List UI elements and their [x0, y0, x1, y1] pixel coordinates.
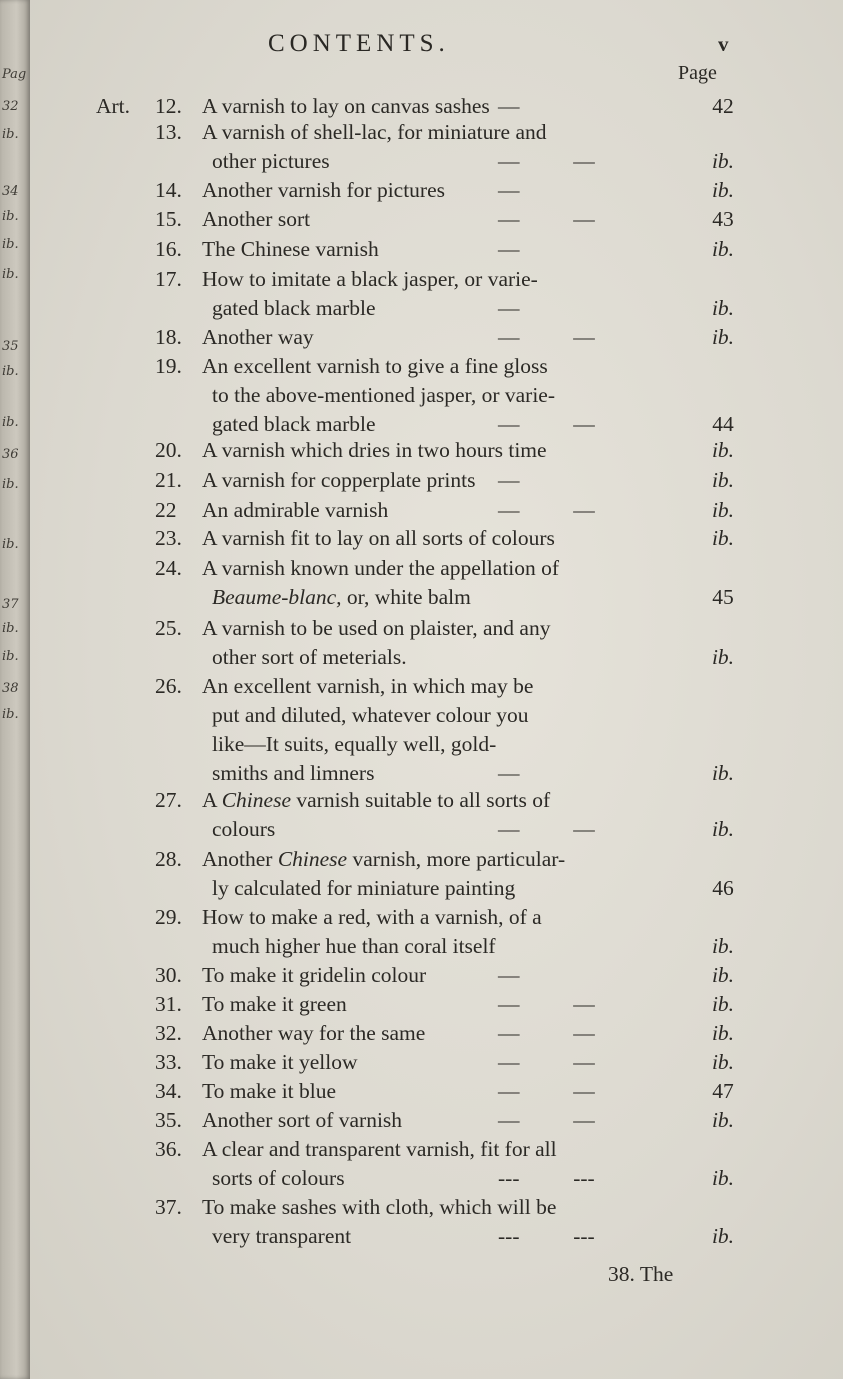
adjacent-page-edge [0, 0, 30, 1379]
leader-dashes: — [498, 963, 520, 987]
entry-text-part: Another [202, 847, 278, 871]
entry-number: 17. [155, 267, 182, 291]
toc-line [30, 614, 843, 642]
entry-text-part: An admirable varnish [202, 498, 389, 522]
toc-line [30, 1164, 843, 1192]
toc-line [30, 352, 843, 380]
entry-text-part: To make it yellow [202, 1050, 358, 1074]
entry-number: 37. [155, 1195, 182, 1219]
entry-number: 21. [155, 468, 182, 492]
entry-text-part: gated black marble [212, 412, 376, 436]
margin-fragment: 34 [2, 184, 19, 199]
leader-dashes: — [498, 296, 520, 320]
entry-text-part: ly calculated for miniature painting [212, 876, 516, 900]
leader-dashes: — — [498, 325, 595, 349]
entry-text [212, 1164, 345, 1192]
toc-line [30, 701, 843, 729]
entry-text-part: To make it gridelin colour [202, 963, 427, 987]
toc-line [30, 932, 843, 960]
entry-text [202, 1019, 425, 1047]
entry-number: 24. [155, 556, 182, 580]
toc-line [30, 118, 843, 146]
entry-text [202, 265, 538, 293]
entry-text-part: varnish suitable to all sorts of [291, 788, 551, 812]
entry-number: 29. [155, 905, 182, 929]
leader-dashes: — [498, 94, 520, 118]
leader-dashes: — — [498, 207, 595, 231]
entry-text [202, 672, 533, 700]
page-title: CONTENTS. [268, 30, 450, 57]
entry-text-part: Another sort of varnish [202, 1108, 403, 1132]
entry-text [212, 730, 496, 758]
toc-line [30, 1193, 843, 1221]
page-reference: ib. [711, 761, 735, 785]
toc-line [30, 874, 843, 902]
page-reference: ib. [711, 178, 735, 202]
entry-text [202, 786, 550, 814]
entry-number: 30. [155, 963, 182, 987]
entry-text-part: A varnish known under the appellation of [202, 556, 560, 580]
margin-fragment: 37 [2, 597, 19, 612]
margin-fragment: ib. [2, 127, 19, 142]
entry-text [212, 932, 496, 960]
entry-text [202, 1193, 556, 1221]
entry-text [202, 554, 559, 582]
page-reference: 46 [712, 876, 734, 900]
margin-fragment: ib. [2, 707, 19, 722]
entry-text-part: A varnish of shell-lac, for miniature and [202, 120, 547, 144]
entry-text-part: to the above-mentioned jasper, or varie- [212, 383, 556, 407]
entry-number: 14. [155, 178, 182, 202]
entry-text-part: Another sort [202, 207, 311, 231]
entry-italic-term: Chinese [221, 788, 291, 812]
toc-line [30, 436, 843, 464]
page-number: v [718, 32, 729, 56]
entry-text [202, 961, 426, 989]
entry-text-part: put and diluted, whatever colour you [212, 703, 529, 727]
entry-text [202, 1077, 336, 1105]
entry-text [212, 410, 376, 438]
page-reference: 42 [712, 94, 734, 118]
page-reference: ib. [711, 992, 735, 1016]
toc-line [30, 643, 843, 671]
entry-number: 34. [155, 1079, 182, 1103]
page-reference: ib. [711, 526, 735, 550]
leader-dashes: — — [498, 412, 595, 436]
entry-text-part: varnish, more particular- [347, 847, 566, 871]
entry-text [212, 583, 471, 611]
toc-line [30, 496, 843, 524]
toc-line [30, 410, 843, 438]
entry-text [212, 759, 374, 787]
margin-fragment: 35 [2, 339, 19, 354]
page-column-label: Page [678, 62, 717, 84]
leader-dashes: --- --- [498, 1166, 595, 1190]
entry-text [212, 1222, 351, 1250]
entry-number: 36. [155, 1137, 182, 1161]
entry-text-part: sorts of colours [212, 1166, 345, 1190]
entry-text [202, 1106, 402, 1134]
catchword: 38. The [608, 1262, 674, 1286]
entry-text-part: A varnish fit to lay on all sorts of colours [202, 526, 555, 550]
margin-fragment: ib. [2, 364, 19, 379]
article-label: Art. [96, 94, 131, 118]
entry-text [212, 815, 275, 843]
entry-number: 25. [155, 616, 182, 640]
margin-fragment: ib. [2, 237, 19, 252]
leader-dashes: --- --- [498, 1224, 595, 1248]
toc-line [30, 1077, 843, 1105]
toc-line [30, 466, 843, 494]
toc-line [30, 1106, 843, 1134]
entry-number: 26. [155, 674, 182, 698]
toc-line [30, 205, 843, 233]
toc-line [30, 381, 843, 409]
entry-text [212, 381, 555, 409]
book-page [30, 0, 843, 1379]
page-reference: ib. [711, 817, 735, 841]
entry-number: 31. [155, 992, 182, 1016]
entry-text-part: An excellent varnish, in which may be [202, 674, 534, 698]
leader-dashes: — — [498, 817, 595, 841]
entry-number: 20. [155, 438, 182, 462]
entry-italic-term: Beaume-blanc, [212, 585, 342, 609]
page-reference: ib. [711, 1166, 735, 1190]
toc-line [30, 323, 843, 351]
entry-text [202, 524, 555, 552]
leader-dashes: — — [498, 1108, 595, 1132]
margin-fragment: ib. [2, 649, 19, 664]
toc-line [30, 147, 843, 175]
entry-text-part: How to imitate a black jasper, or varie- [202, 267, 538, 291]
page-reference: ib. [711, 1050, 735, 1074]
toc-line [30, 961, 843, 989]
entry-number: 28. [155, 847, 182, 871]
entry-text-part: other sort of meterials. [212, 645, 407, 669]
entry-text-part: To make it green [202, 992, 347, 1016]
page-reference: ib. [711, 296, 735, 320]
margin-fragment: ib. [2, 209, 19, 224]
entry-text [202, 614, 550, 642]
margin-fragment: 38 [2, 681, 19, 696]
entry-text-part: To make it blue [202, 1079, 337, 1103]
entry-text-part: like—It suits, equally well, gold- [212, 732, 497, 756]
toc-line [30, 1048, 843, 1076]
entry-text [212, 147, 330, 175]
entry-text [202, 903, 542, 931]
leader-dashes: — [498, 468, 520, 492]
entry-text [202, 205, 310, 233]
entry-text-part: How to make a red, with a varnish, of a [202, 905, 542, 929]
entry-text-part: Another way [202, 325, 314, 349]
entry-number: 13. [155, 120, 182, 144]
entry-text [202, 496, 388, 524]
toc-line [30, 1222, 843, 1250]
entry-text [212, 643, 407, 671]
entry-text-part: Another varnish for pictures [202, 178, 445, 202]
entry-text-part: gated black marble [212, 296, 376, 320]
page-reference: ib. [711, 325, 735, 349]
page-reference: 47 [712, 1079, 734, 1103]
page-reference: ib. [711, 468, 735, 492]
entry-text [202, 176, 445, 204]
toc-line [30, 92, 843, 120]
leader-dashes: — — [498, 149, 595, 173]
entry-number: 16. [155, 237, 182, 261]
entry-text-part: other pictures [212, 149, 330, 173]
leader-dashes: — [498, 178, 520, 202]
toc-line [30, 786, 843, 814]
entry-number: 35. [155, 1108, 182, 1132]
entry-number: 32. [155, 1021, 182, 1045]
entry-text-part: A varnish to be used on plaister, and any [202, 616, 551, 640]
page-reference: ib. [711, 1224, 735, 1248]
page-reference: ib. [711, 963, 735, 987]
entry-number: 19. [155, 354, 182, 378]
entry-text-part: An excellent varnish to give a fine gloss [202, 354, 548, 378]
margin-fragment: ib. [2, 537, 19, 552]
entry-text [202, 466, 475, 494]
page-reference: ib. [711, 438, 735, 462]
entry-text-part: much higher hue than coral itself [212, 934, 496, 958]
entry-number: 12. [155, 94, 182, 118]
entry-text [212, 294, 376, 322]
entry-text [202, 1135, 557, 1163]
entry-text-part: Another way for the same [202, 1021, 426, 1045]
toc-line [30, 554, 843, 582]
entry-number: 22 [155, 498, 177, 522]
leader-dashes: — — [498, 992, 595, 1016]
toc-line [30, 265, 843, 293]
page-reference: ib. [711, 1021, 735, 1045]
entry-number: 23. [155, 526, 182, 550]
page-reference: 44 [712, 412, 734, 436]
entry-text-part: A [202, 788, 222, 812]
page-reference: 43 [712, 207, 734, 231]
leader-dashes: — [498, 237, 520, 261]
toc-line [30, 903, 843, 931]
margin-fragment: ib. [2, 267, 19, 282]
page-reference: ib. [711, 645, 735, 669]
entry-text [202, 92, 490, 120]
entry-number: 33. [155, 1050, 182, 1074]
leader-dashes: — — [498, 1050, 595, 1074]
page-reference: ib. [711, 237, 735, 261]
entry-text-part: or, white balm [341, 585, 471, 609]
leader-dashes: — — [498, 1021, 595, 1045]
entry-text-part: colours [212, 817, 276, 841]
toc-line [30, 845, 843, 873]
page-reference: ib. [711, 498, 735, 522]
margin-fragment: 32 [2, 99, 19, 114]
entry-number: 15. [155, 207, 182, 231]
toc-line [30, 815, 843, 843]
page-reference: ib. [711, 934, 735, 958]
margin-fragment: 36 [2, 447, 19, 462]
toc-line [30, 294, 843, 322]
entry-text [202, 845, 565, 873]
toc-line [30, 1019, 843, 1047]
toc-line [30, 1135, 843, 1163]
margin-fragment: ib. [2, 621, 19, 636]
margin-fragment: Pag [2, 67, 27, 82]
page-reference: 45 [712, 585, 734, 609]
entry-text-part: A clear and transparent varnish, fit for all [202, 1137, 557, 1161]
page-reference: ib. [711, 149, 735, 173]
page-reference: ib. [711, 1108, 735, 1132]
toc-line [30, 176, 843, 204]
entry-text-part: A varnish for copperplate prints [202, 468, 476, 492]
toc-line [30, 759, 843, 787]
margin-fragment: ib. [2, 477, 19, 492]
entry-text-part: smiths and limners [212, 761, 375, 785]
entry-text-part: To make sashes with cloth, which will be [202, 1195, 557, 1219]
entry-number: 27. [155, 788, 182, 812]
entry-text [212, 874, 515, 902]
entry-text-part: A varnish which dries in two hours time [202, 438, 547, 462]
entry-text [202, 118, 547, 146]
entry-text [202, 990, 347, 1018]
leader-dashes: — — [498, 1079, 595, 1103]
toc-line [30, 583, 843, 611]
margin-fragment: ib. [2, 415, 19, 430]
leader-dashes: — — [498, 498, 595, 522]
entry-text [202, 1048, 358, 1076]
toc-line [30, 524, 843, 552]
toc-line [30, 730, 843, 758]
leader-dashes: — [498, 761, 520, 785]
entry-text-part: The Chinese varnish [202, 237, 379, 261]
entry-text-part: very transparent [212, 1224, 352, 1248]
entry-italic-term: Chinese [277, 847, 348, 871]
entry-text [212, 701, 528, 729]
entry-text [202, 436, 547, 464]
toc-line [30, 672, 843, 700]
entry-text [202, 352, 548, 380]
toc-line [30, 990, 843, 1018]
entry-text-part: A varnish to lay on canvas sashes [202, 94, 490, 118]
toc-line [30, 235, 843, 263]
entry-text [202, 235, 379, 263]
entry-number: 18. [155, 325, 182, 349]
entry-text [202, 323, 314, 351]
